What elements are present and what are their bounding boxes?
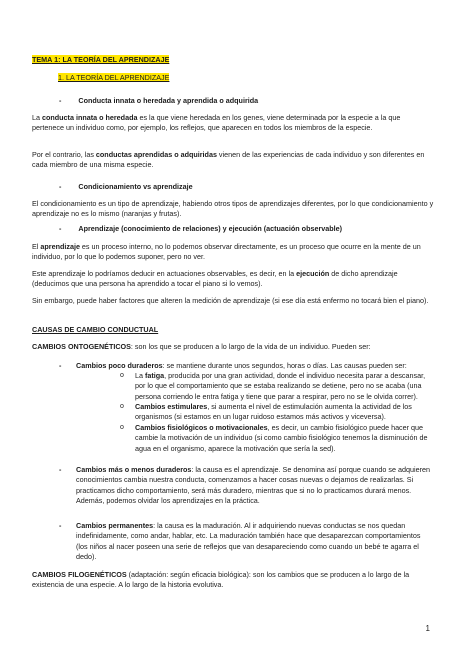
sub-bullet-estimulares: Cambios estimulares, si aumenta el nivel de estimulación aumenta la actividad de los organismos (si estamos en un lugar ruidoso estamos más activos y viceversa). <box>135 402 412 422</box>
bullet-heading-1: - Conducta innata o heredada y aprendida o adquirida <box>59 96 259 105</box>
bullet-mas-o-menos-duraderos: Cambios más o menos duraderos: la causa es el aprendizaje. Se denomina así porque cuando se adquieren conocimientos cambia nuestra conducta, comenzamos a hacer cosas nuevas o dejamos de realizarlas. Si practicamos dicho comportamiento, será más duradero, mientras que si no lo practicamos durará menos. Además, podemos olvidar los aprendizajes en la práctica. <box>76 465 430 506</box>
paragraph-cambios-ontogeneticos: CAMBIOS ONTOGENÉTICOS: son los que se producen a lo largo de la vida de un individuo. Pueden ser: <box>32 342 371 351</box>
bullet-poco-duraderos: Cambios poco duraderos: se mantiene durante unos segundos, horas o días. Las causas pueden ser: <box>76 361 407 370</box>
paragraph-cambios-filogeneticos: CAMBIOS FILOGENÉTICOS (adaptación: según eficacia biológica): son los cambios que se producen a lo largo de la existencia de una especie. A lo largo de la historia evolutiva. <box>32 570 410 590</box>
dash-bullet: - <box>59 361 62 370</box>
dash-bullet: - <box>59 465 62 474</box>
causas-heading: CAUSAS DE CAMBIO CONDUCTUAL <box>32 325 159 334</box>
dash-bullet: - <box>59 521 62 530</box>
section-title: TEMA 1: LA TEORÍA DEL APRENDIZAJE <box>32 55 170 64</box>
paragraph-sin-embargo: Sin embargo, puede haber factores que alteren la medición de aprendizaje (si ese día está enfermo no tocará bien el piano). <box>32 296 429 305</box>
bullet-permanentes: Cambios permanentes: la causa es la maduración. Al ir adquiriendo nuevas conductas se nos quedan indefinidamente, como andar, hablar, etc. La maduración también hace que desaparezcan comportamientos (los niños al nacer poseen una serie de reflejos que van desapareciendo como cuando un bebé te agarra el dedo). <box>76 521 421 562</box>
circle-bullet: o <box>120 403 124 410</box>
paragraph-conducta-innata: La conducta innata o heredada es la que viene heredada en los genes, viene determinada por la especie a la que pertenece un individuo como, por ejemplo, los reflejos, que aparecen en todos los miembros de la especie. <box>32 113 401 133</box>
subsection-title: 1. LA TEORÍA DEL APRENDIZAJE <box>58 73 170 82</box>
paragraph-deducir: Este aprendizaje lo podríamos deducir en actuaciones observables, es decir, en la ejecución de dicho aprendizaje (deducimos que una persona ha aprendido a tocar el piano si lo vemos). <box>32 269 398 289</box>
paragraph-conductas-aprendidas: Por el contrario, las conductas aprendidas o adquiridas vienen de las experiencias de cada individuo y son diferentes en cada miembro de una misma especie. <box>32 150 425 170</box>
bullet-heading-3: - Aprendizaje (conocimiento de relaciones) y ejecución (actuación observable) <box>59 224 343 233</box>
sub-bullet-fatiga: La fatiga, producida por una gran actividad, donde el individuo necesita parar a descansar, por lo que el comportamiento que se estaba realizando se detiene, pero no se acaba (una persona corriendo le entra fatiga y tiene que parar a respirar, pero no se le olvida correr). <box>135 371 426 401</box>
page-number: 1 <box>425 624 430 633</box>
bullet-heading-2: - Condicionamiento vs aprendizaje <box>59 182 193 191</box>
paragraph-aprendizaje: El aprendizaje es un proceso interno, no lo podemos observar directamente, es un proceso que ocurre en la mente de un individuo, por lo que lo podemos suponer, pero no ver. <box>32 242 421 262</box>
circle-bullet: o <box>120 424 124 431</box>
sub-bullet-fisiologicos: Cambios fisiológicos o motivacionales, es decir, un cambio fisiológico puede hacer que cambie la motivación de un individuo (si como cambio fisiológico tenemos la disminución de agua en el organismo, aparece la motivación que sería la sed). <box>135 423 428 453</box>
paragraph-condicionamiento: El condicionamiento es un tipo de aprendizaje, habiendo otros tipos de aprendizajes diferentes, por lo que condicionamiento y aprendizaje no es lo mismo (naranjas y frutas). <box>32 199 434 219</box>
circle-bullet: o <box>120 372 124 379</box>
